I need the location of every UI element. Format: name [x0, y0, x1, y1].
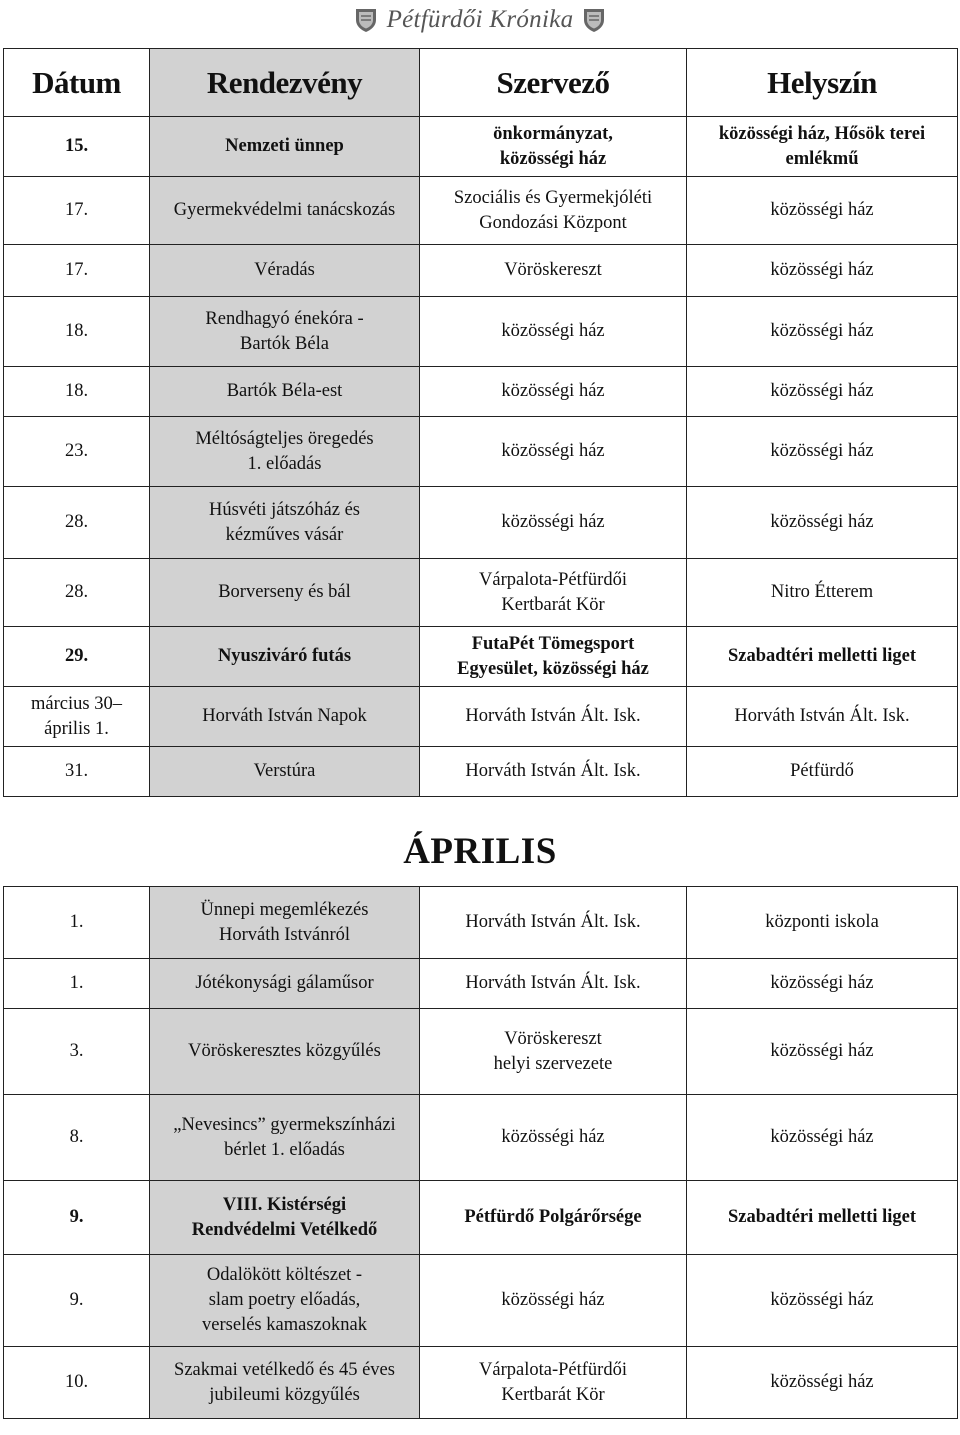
- cell-organizer: önkormányzat, közösségi ház: [420, 117, 687, 177]
- cell-event: Odalökött költészet - slam poetry előadás, verselés kamaszoknak: [150, 1255, 420, 1347]
- cell-organizer: közösségi ház: [420, 297, 687, 367]
- cell-date: 18.: [4, 297, 150, 367]
- cell-venue: közösségi ház: [687, 1347, 958, 1419]
- table-row: [4, 747, 958, 797]
- column-header-organizer: Szervező: [420, 49, 687, 117]
- cell-event: Nyusziváró futás: [150, 627, 420, 687]
- cell-organizer: Várpalota-Pétfürdői Kertbarát Kör: [420, 1347, 687, 1419]
- cell-venue: közösségi ház: [687, 1255, 958, 1347]
- cell-organizer: közösségi ház: [420, 487, 687, 559]
- cell-venue: Szabadtéri melletti liget: [687, 627, 958, 687]
- march-events-table: [3, 48, 958, 797]
- cell-organizer: Várpalota-Pétfürdői Kertbarát Kör: [420, 559, 687, 627]
- april-events-table: [3, 886, 958, 1419]
- cell-venue: közösségi ház: [687, 417, 958, 487]
- cell-event: Véradás: [150, 245, 420, 297]
- column-header-event: Rendezvény: [150, 49, 420, 117]
- cell-event: Méltóságteljes öregedés 1. előadás: [150, 417, 420, 487]
- cell-event: Rendhagyó énekóra - Bartók Béla: [150, 297, 420, 367]
- cell-event: Vöröskeresztes közgyűlés: [150, 1009, 420, 1095]
- cell-event: Szakmai vetélkedő és 45 éves jubileumi közgyűlés: [150, 1347, 420, 1419]
- cell-venue: Nitro Étterem: [687, 559, 958, 627]
- cell-organizer: Horváth István Ált. Isk.: [420, 887, 687, 959]
- table-row: [4, 487, 958, 559]
- cell-event: Verstúra: [150, 747, 420, 797]
- cell-organizer: FutaPét Tömegsport Egyesület, közösségi ház: [420, 627, 687, 687]
- table-row: [4, 627, 958, 687]
- cell-venue: közösségi ház: [687, 297, 958, 367]
- cell-date: 18.: [4, 367, 150, 417]
- table-row: [4, 245, 958, 297]
- cell-event: Ünnepi megemlékezés Horváth Istvánról: [150, 887, 420, 959]
- cell-organizer: Horváth István Ált. Isk.: [420, 747, 687, 797]
- crest-icon: [355, 7, 377, 33]
- table-row: [4, 417, 958, 487]
- cell-venue: központi iskola: [687, 887, 958, 959]
- cell-organizer: közösségi ház: [420, 417, 687, 487]
- cell-venue: közösségi ház: [687, 367, 958, 417]
- table-row: [4, 959, 958, 1009]
- publication-title: Pétfürdői Krónika: [386, 6, 574, 33]
- cell-event: Horváth István Napok: [150, 687, 420, 747]
- column-header-date: Dátum: [4, 49, 150, 117]
- cell-organizer: Horváth István Ált. Isk.: [420, 959, 687, 1009]
- cell-organizer: közösségi ház: [420, 367, 687, 417]
- table-row: [4, 887, 958, 959]
- cell-event: Borverseny és bál: [150, 559, 420, 627]
- cell-date: 10.: [4, 1347, 150, 1419]
- cell-venue: Horváth István Ált. Isk.: [687, 687, 958, 747]
- cell-event: Húsvéti játszóház és kézműves vásár: [150, 487, 420, 559]
- cell-date: 1.: [4, 959, 150, 1009]
- cell-date: 29.: [4, 627, 150, 687]
- cell-event: Bartók Béla-est: [150, 367, 420, 417]
- table-row: [4, 1181, 958, 1255]
- table-row: [4, 687, 958, 747]
- cell-venue: közösségi ház: [687, 1009, 958, 1095]
- table-row: [4, 559, 958, 627]
- cell-event: Jótékonysági gálaműsor: [150, 959, 420, 1009]
- cell-event: VIII. Kistérségi Rendvédelmi Vetélkedő: [150, 1181, 420, 1255]
- month-heading: ÁPRILIS: [403, 831, 557, 872]
- cell-date: 23.: [4, 417, 150, 487]
- cell-date: 3.: [4, 1009, 150, 1095]
- cell-date: 1.: [4, 887, 150, 959]
- cell-date: 9.: [4, 1181, 150, 1255]
- cell-organizer: Vöröskereszt helyi szervezete: [420, 1009, 687, 1095]
- cell-venue: Pétfürdő: [687, 747, 958, 797]
- cell-date: 8.: [4, 1095, 150, 1181]
- cell-venue: Szabadtéri melletti liget: [687, 1181, 958, 1255]
- cell-organizer: közösségi ház: [420, 1095, 687, 1181]
- table-row: [4, 1347, 958, 1419]
- cell-organizer: közösségi ház: [420, 1255, 687, 1347]
- cell-date: 15.: [4, 117, 150, 177]
- cell-date: 28.: [4, 487, 150, 559]
- cell-date: 9.: [4, 1255, 150, 1347]
- table-row: [4, 117, 958, 177]
- cell-venue: közösségi ház: [687, 245, 958, 297]
- cell-venue: közösségi ház: [687, 487, 958, 559]
- cell-venue: közösségi ház, Hősök terei emlékmű: [687, 117, 958, 177]
- cell-event: Gyermekvédelmi tanácskozás: [150, 177, 420, 245]
- cell-date: 17.: [4, 245, 150, 297]
- table-header-row: [4, 49, 958, 117]
- cell-event: „Nevesincs” gyermekszínházi bérlet 1. előadás: [150, 1095, 420, 1181]
- cell-date: március 30– április 1.: [4, 687, 150, 747]
- cell-organizer: Szociális és Gyermekjóléti Gondozási Központ: [420, 177, 687, 245]
- cell-organizer: Pétfürdő Polgárőrsége: [420, 1181, 687, 1255]
- table-row: [4, 177, 958, 245]
- page-header: [0, 0, 960, 40]
- cell-date: 17.: [4, 177, 150, 245]
- crest-icon: [583, 7, 605, 33]
- cell-organizer: Horváth István Ált. Isk.: [420, 687, 687, 747]
- table-row: [4, 1255, 958, 1347]
- cell-event: Nemzeti ünnep: [150, 117, 420, 177]
- cell-date: 28.: [4, 559, 150, 627]
- cell-venue: közösségi ház: [687, 177, 958, 245]
- table-row: [4, 1009, 958, 1095]
- cell-venue: közösségi ház: [687, 959, 958, 1009]
- table-row: [4, 367, 958, 417]
- column-header-venue: Helyszín: [687, 49, 958, 117]
- table-row: [4, 1095, 958, 1181]
- cell-organizer: Vöröskereszt: [420, 245, 687, 297]
- cell-venue: közösségi ház: [687, 1095, 958, 1181]
- table-row: [4, 297, 958, 367]
- cell-date: 31.: [4, 747, 150, 797]
